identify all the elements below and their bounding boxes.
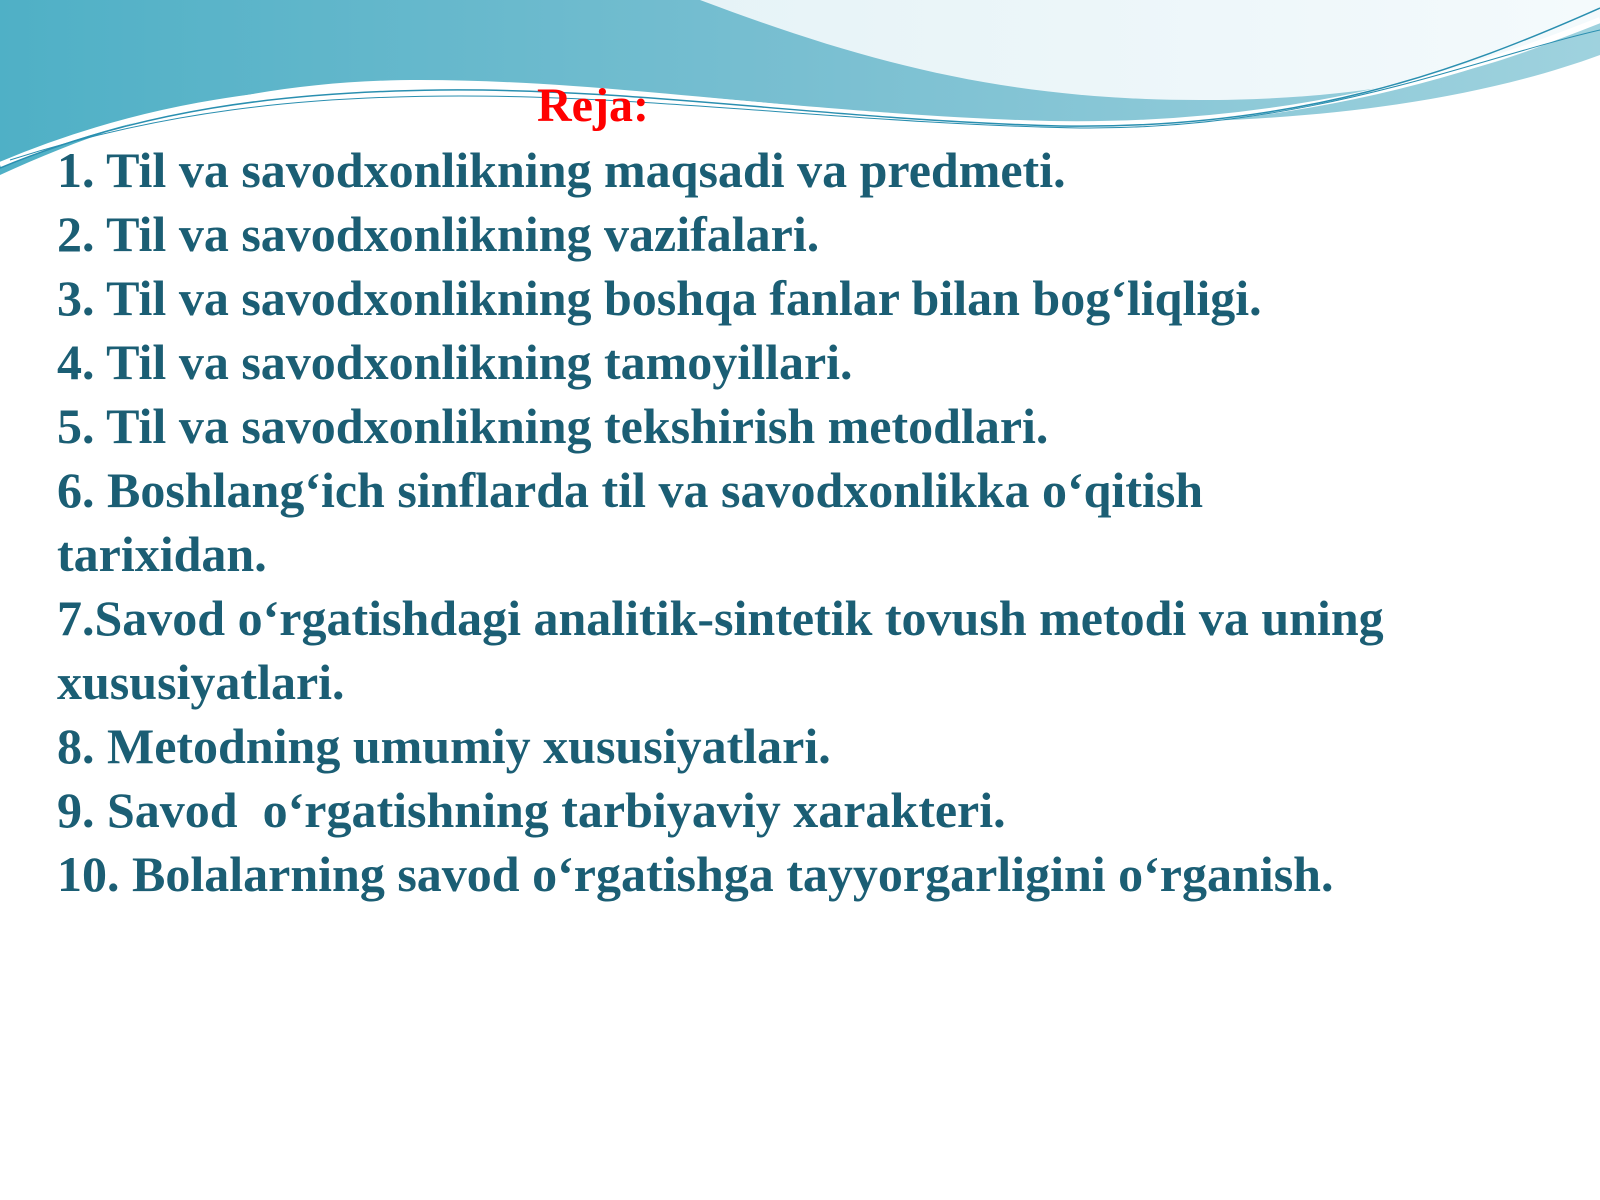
list-item: 2. Til va savodxonlikning vazifalari. — [57, 206, 820, 262]
list-item: 3. Til va savodxonlikning boshqa fanlar bilan bog‘liqligi. — [57, 270, 1262, 326]
list-item: 1. Til va savodxonlikning maqsadi va predmeti. — [57, 142, 1066, 198]
list-item: 7.Savod o‘rgatishdagi analitik-sintetik tovush metodi va uning xususiyatlari. — [57, 590, 1384, 710]
list-item: 5. Til va savodxonlikning tekshirish metodlari. — [57, 398, 1049, 454]
list-item: 6. Boshlang‘ich sinflarda til va savodxonlikka o‘qitish tarixidan. — [57, 462, 1204, 582]
list-item: 8. Metodning umumiy xususiyatlari. — [57, 718, 831, 774]
slide-title: Reja: — [537, 79, 649, 132]
list-item: 10. Bolalarning savod o‘rgatishga tayyorgarligini o‘rganish. — [57, 846, 1334, 902]
plan-list — [57, 138, 1557, 906]
list-item: 9. Savod o‘rgatishning tarbiyaviy xarakteri. — [57, 782, 1006, 838]
list-item: 4. Til va savodxonlikning tamoyillari. — [57, 334, 853, 390]
